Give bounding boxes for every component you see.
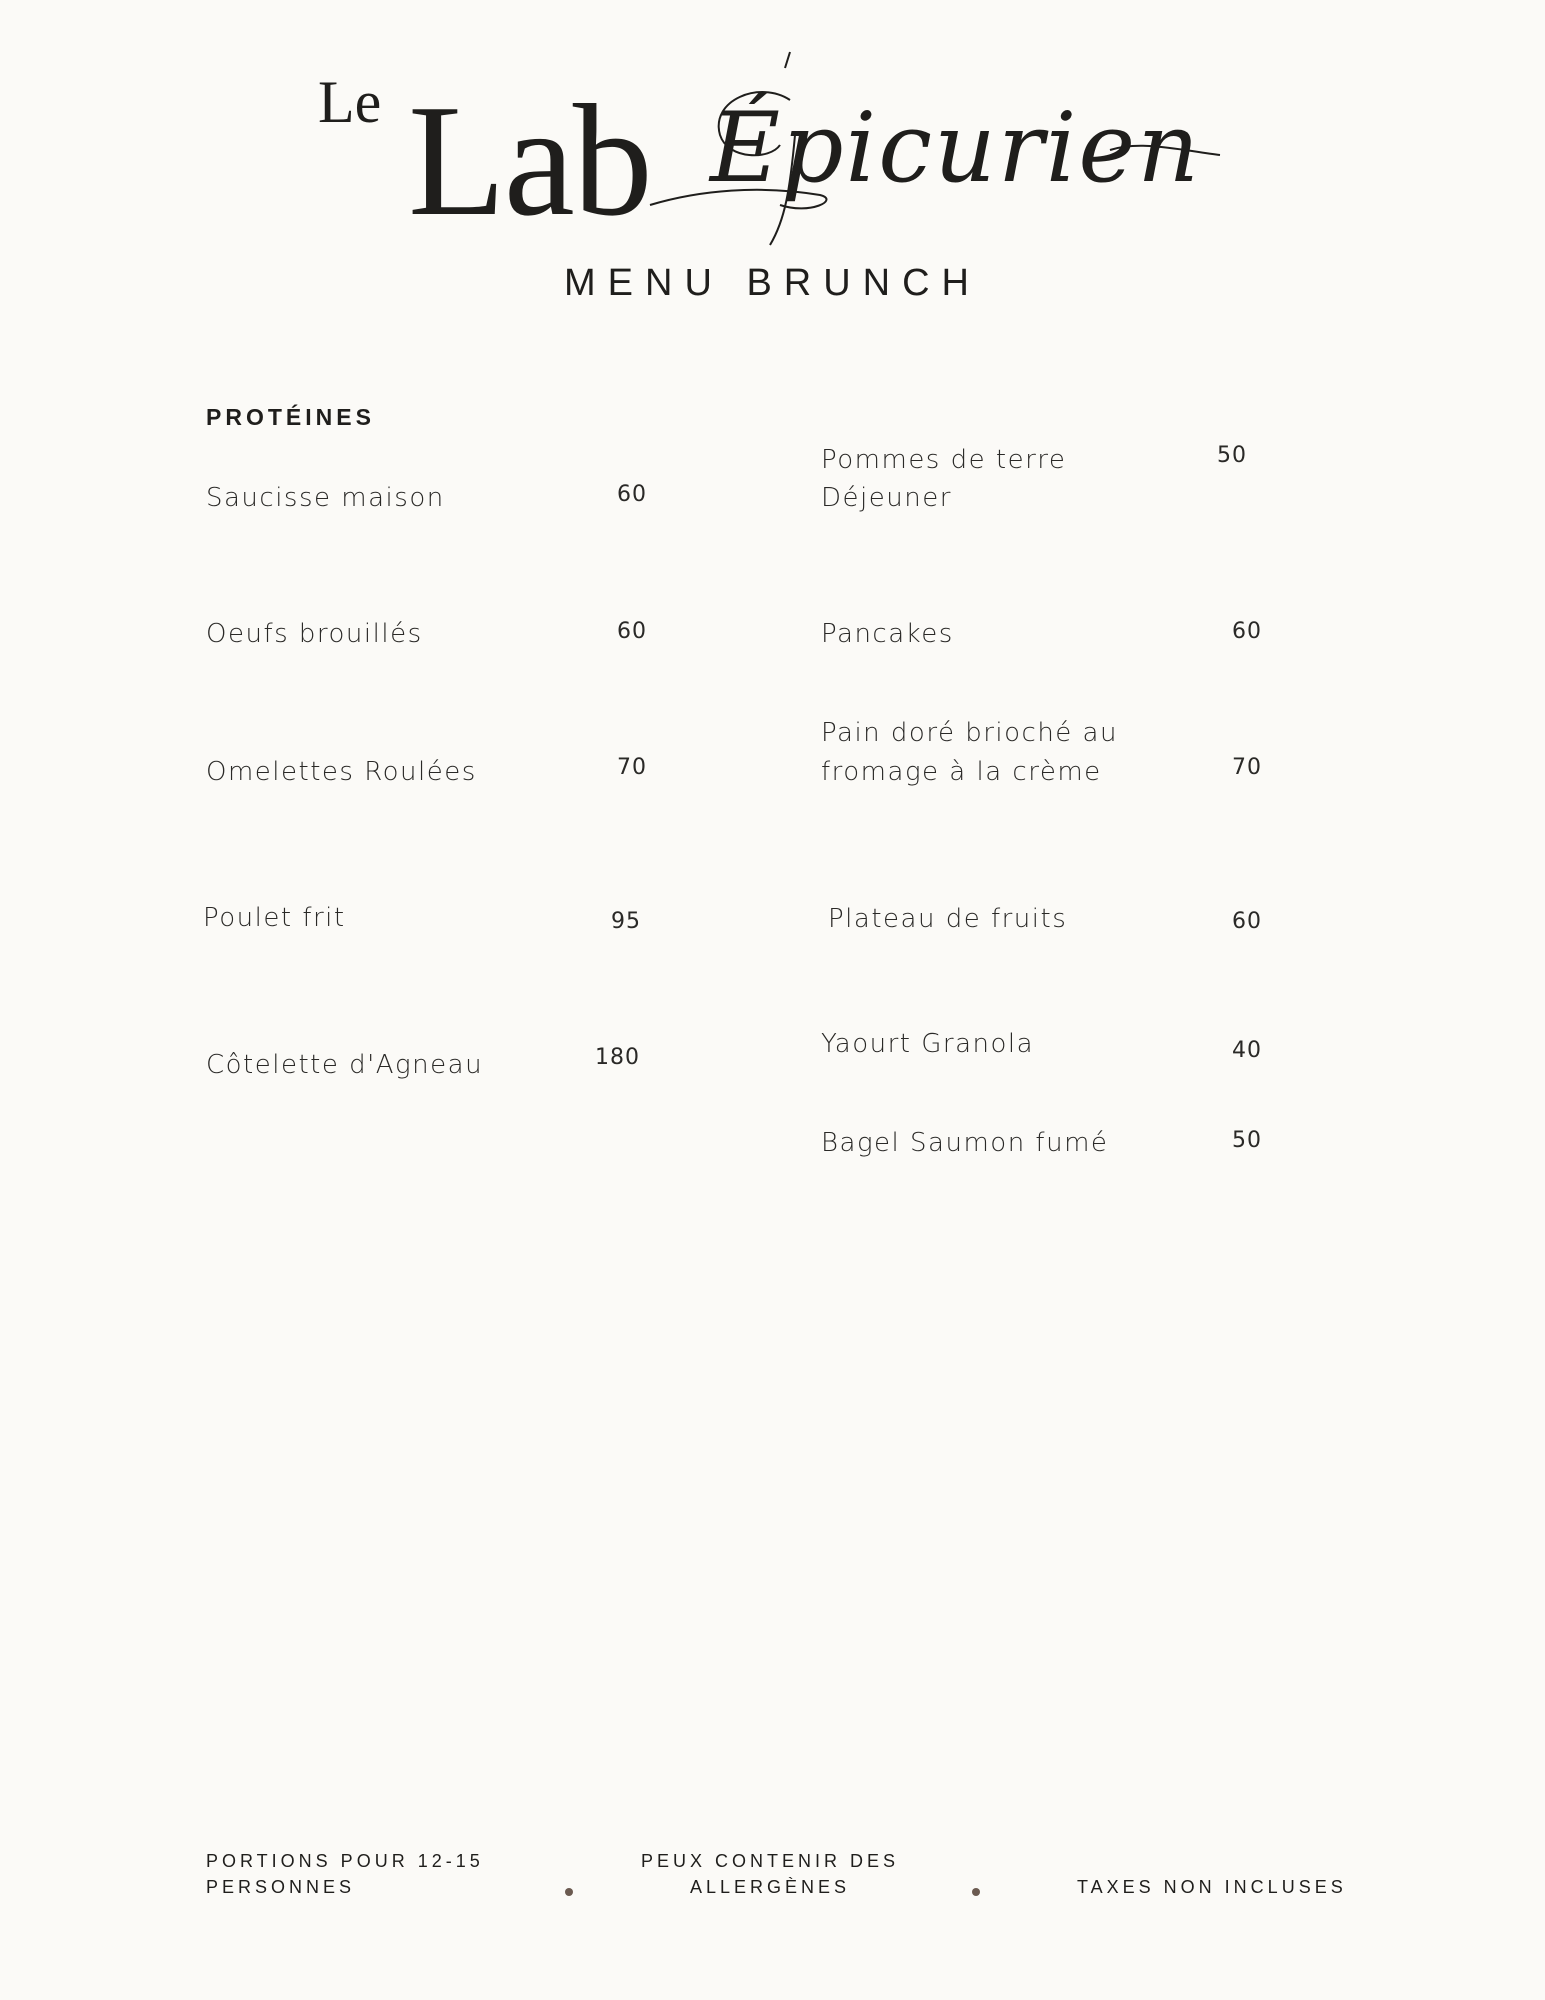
menu-item-name: Saucisse maison [206, 483, 445, 513]
menu-item-price: 40 [1232, 1038, 1262, 1063]
footer-allergens-line1: PEUX CONTENIR DES [640, 1851, 900, 1871]
menu-item-name-line1: Pain doré brioché au [821, 718, 1118, 748]
menu-item-name-line2: fromage à la crème [821, 757, 1102, 787]
menu-item-price: 60 [1232, 619, 1262, 644]
menu-item-price: 50 [1217, 443, 1247, 468]
logo-script [640, 40, 1230, 260]
menu-item-price: 70 [617, 755, 647, 780]
footer-portions-line2: PERSONNES [206, 1877, 356, 1897]
menu-item-price: 50 [1232, 1128, 1262, 1153]
menu-item-name: Poulet frit [203, 903, 346, 933]
menu-title: MENU BRUNCH [564, 262, 981, 304]
logo-lab: Lab [408, 71, 651, 249]
footer-portions [206, 1848, 484, 1900]
menu-item-price: 60 [617, 619, 647, 644]
menu-item-price: 70 [1232, 755, 1262, 780]
footer-allergens [590, 1848, 950, 1900]
footer-portions-line1: PORTIONS POUR 12-15 [206, 1851, 484, 1871]
menu-item-name: Côtelette d'Agneau [206, 1050, 484, 1080]
menu-item-price: 180 [595, 1045, 640, 1070]
menu-item-name-line1: Pommes de terre [821, 445, 1067, 475]
footer-allergens-line2: ALLERGÈNES [689, 1877, 851, 1897]
footer-taxes: TAXES NON INCLUSES [1077, 1877, 1347, 1897]
footer-separator-dot [565, 1888, 573, 1896]
menu-item-price: 60 [617, 482, 647, 507]
menu-item-name: Yaourt Granola [821, 1029, 1035, 1059]
logo-script-text: Épicurien [710, 92, 1202, 204]
menu-item-name-line2: Déjeuner [821, 483, 952, 513]
menu-item-price: 60 [1232, 909, 1262, 934]
menu-item-name: Bagel Saumon fumé [821, 1128, 1109, 1158]
logo-le: Le [318, 69, 382, 135]
menu-item-name: Pancakes [821, 619, 954, 649]
menu-item-name: Plateau de fruits [828, 904, 1068, 934]
footer-separator-dot [972, 1888, 980, 1896]
menu-item-name: Omelettes Roulées [206, 757, 477, 787]
section-title-proteines: PROTÉINES [206, 404, 375, 430]
menu-item-name: Oeufs brouillés [206, 619, 423, 649]
menu-item-price: 95 [611, 909, 641, 934]
